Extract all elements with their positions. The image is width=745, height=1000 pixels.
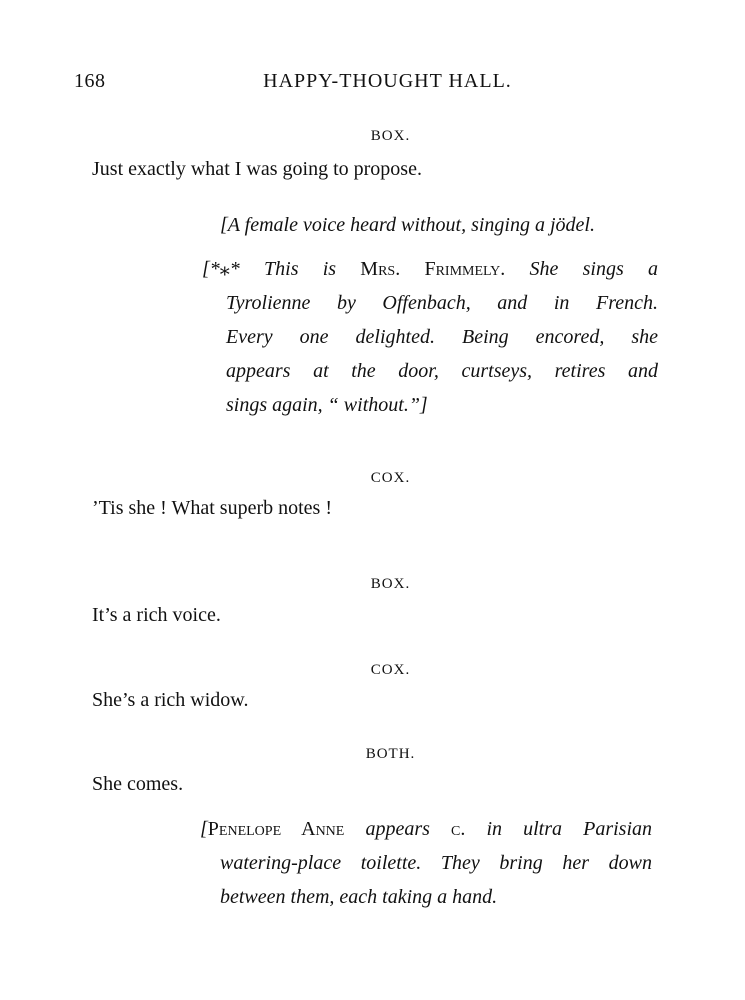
direction-fragment: She sings a	[505, 258, 658, 280]
direction-line: appears at the door, curtseys, retires and	[226, 360, 658, 382]
dialogue-line-1: Just exactly what I was going to propose.	[92, 158, 422, 180]
running-title: HAPPY-THOUGHT HALL.	[263, 70, 512, 92]
speaker-cox-1: COX.	[370, 470, 411, 486]
dialogue-line-4: She’s a rich widow.	[92, 689, 249, 711]
direction-fragment: appears	[344, 818, 452, 840]
character-name: Penelope Anne	[207, 818, 345, 840]
direction-line	[202, 252, 658, 286]
direction-line	[200, 812, 652, 846]
direction-line: Tyrolienne by Offenbach, and in French.	[226, 292, 658, 314]
direction-fragment: [*⁎* This is	[202, 258, 361, 280]
character-name: Mrs. Frimmely.	[360, 258, 506, 280]
stage-direction-female-voice: [A female voice heard without, singing a jödel.	[220, 214, 595, 236]
running-header	[0, 70, 745, 100]
stage-direction-frimmely	[202, 252, 658, 422]
speaker-box-1: BOX.	[370, 128, 411, 144]
dialogue-line-2: ’Tis she ! What superb notes !	[92, 497, 332, 519]
direction-fragment: [	[200, 818, 208, 840]
direction-line: watering-place toilette. They bring her down	[220, 852, 652, 874]
page-number: 168	[74, 70, 106, 92]
direction-line: between them, each taking a hand.	[220, 886, 498, 908]
dialogue-line-5: She comes.	[92, 773, 184, 795]
stage-direction-penelope	[200, 812, 652, 914]
speaker-cox-2: COX.	[370, 662, 411, 678]
direction-line: Every one delighted. Being encored, she	[226, 326, 658, 348]
stage-position: c.	[451, 818, 466, 840]
speaker-both: BOTH.	[365, 746, 416, 762]
dialogue-line-3: It’s a rich voice.	[92, 604, 221, 626]
direction-fragment: in ultra Parisian	[465, 818, 653, 840]
direction-line: sings again, “ without.”]	[226, 394, 428, 416]
speaker-box-2: BOX.	[370, 576, 411, 592]
